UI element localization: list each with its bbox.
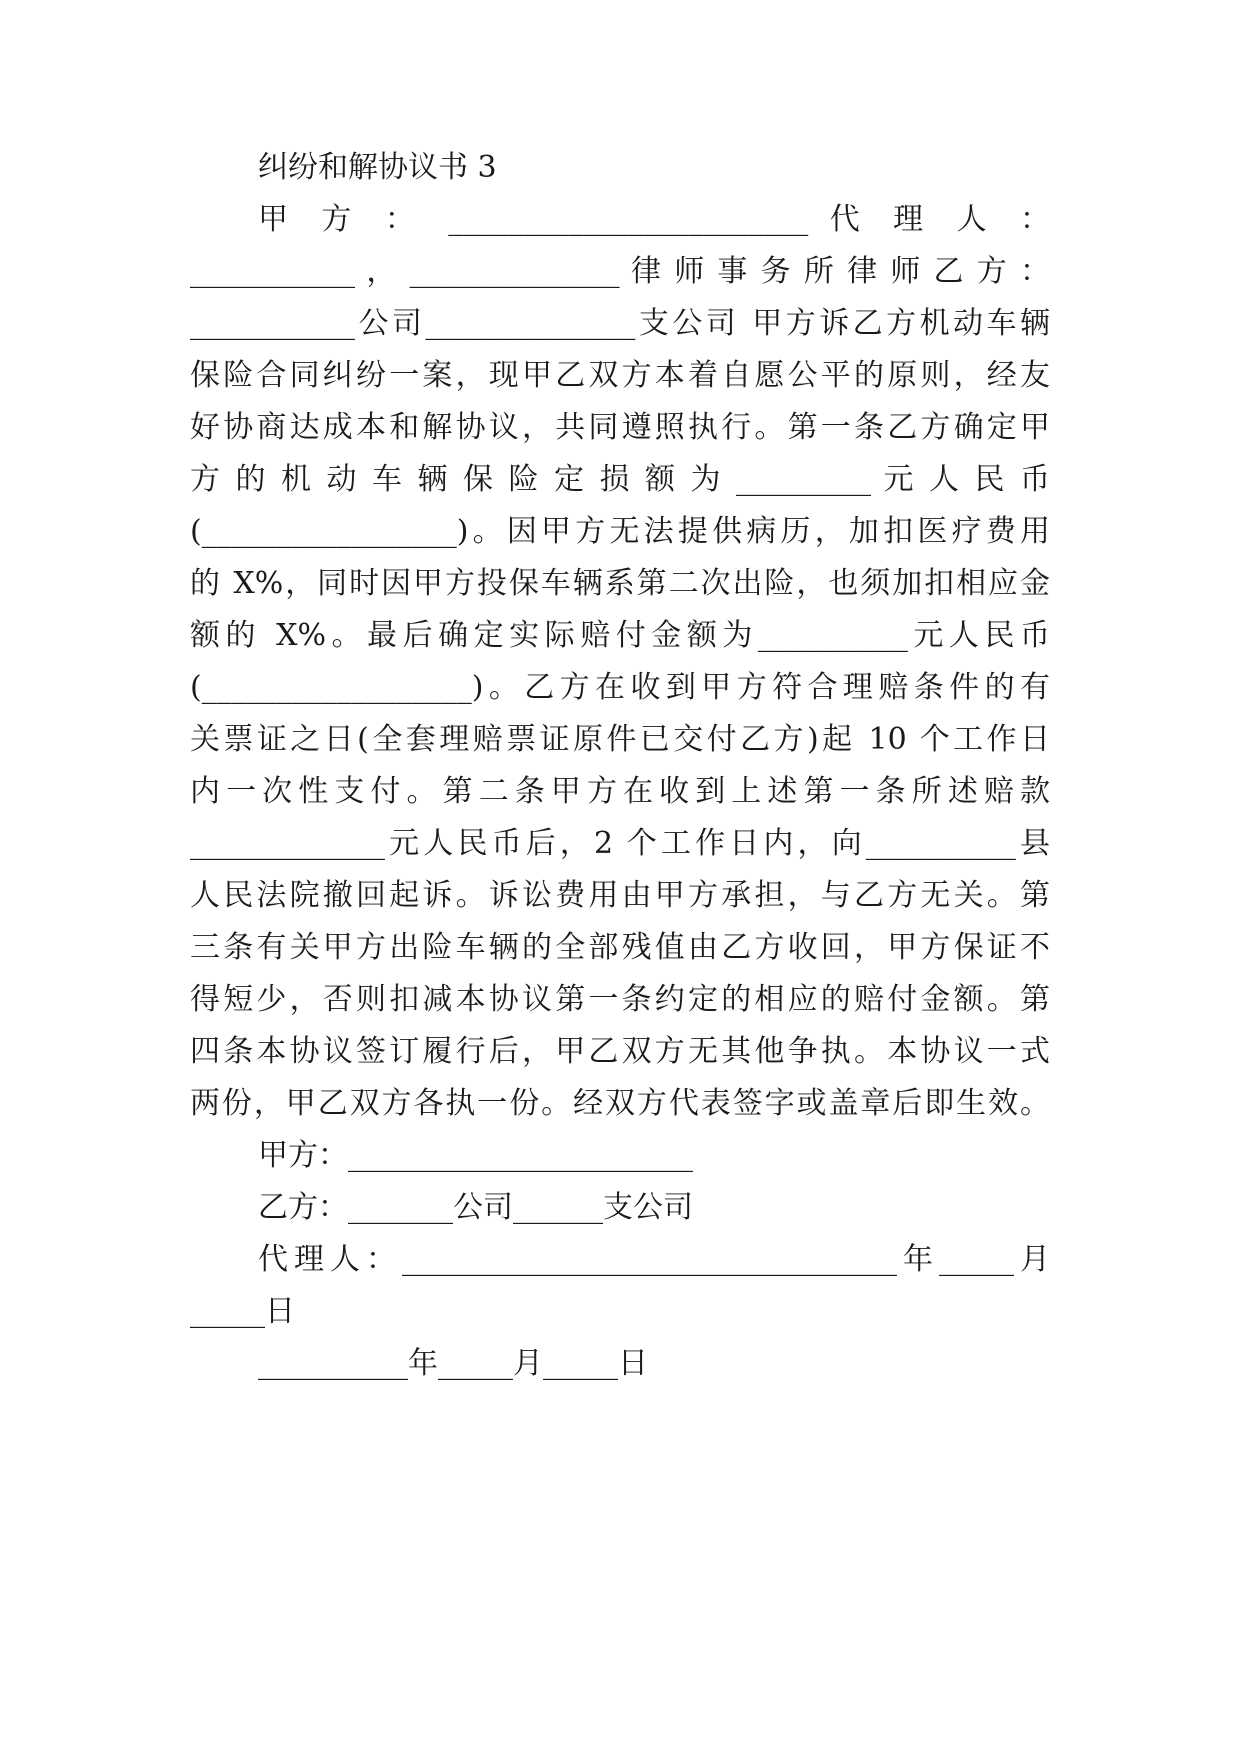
body-line-7: (_________________)。因甲方无法提供病历，加扣医疗费用 (190, 514, 1050, 549)
body-line-15: 三条有关甲方出险车辆的全部残值由乙方收回，甲方保证不 (190, 930, 1050, 965)
body-line-13: _____________元人民币后，2 个工作日内，向__________县 (190, 826, 1050, 861)
body-line-4: 保险合同纠纷一案，现甲乙双方本着自愿公平的原则，经友 (190, 358, 1050, 393)
body-line-14: 人民法院撤回起诉。诉讼费用由甲方承担，与乙方无关。第 (190, 878, 1050, 913)
signature-agent-day: _____日 (190, 1294, 295, 1329)
body-line-10: (__________________)。乙方在收到甲方符合理赔条件的有 (190, 670, 1050, 705)
body-line-8: 的 X%，同时因甲方投保车辆系第二次出险，也须加扣相应金 (190, 566, 1050, 601)
body-line-16: 得短少，否则扣减本协议第一条约定的相应的赔付金额。第 (190, 982, 1050, 1017)
body-line-5: 好协商达成本和解协议，共同遵照执行。第一条乙方确定甲 (190, 410, 1050, 445)
body-line-3: ___________公司______________支公司 甲方诉乙方机动车辆 (190, 306, 1050, 341)
body-line-18: 两份，甲乙双方各执一份。经双方代表签字或盖章后即生效。 (190, 1086, 1050, 1121)
body-line-11: 关票证之日(全套理赔票证原件已交付乙方)起 10 个工作日 (190, 722, 1050, 757)
document-title: 纠纷和解协议书 3 (258, 150, 497, 185)
body-line-6: 方 的 机 动 车 辆 保 险 定 损 额 为 _________ 元 人 民 币 (190, 462, 1050, 497)
body-line-17: 四条本协议签订履行后，甲乙双方无其他争执。本协议一式 (190, 1034, 1050, 1069)
body-line-12: 内一次性支付。第二条甲方在收到上述第一条所述赔款 (190, 774, 1050, 809)
signature-party-b: 乙方：_______公司______支公司 (258, 1190, 693, 1225)
signature-agent: 代理人：_________________________________年_____月 (258, 1242, 1050, 1277)
signature-date: __________年_____月_____日 (258, 1346, 648, 1381)
signature-party-a: 甲方：_______________________ (258, 1138, 693, 1173)
body-line-1: 甲 方 ： ________________________ 代 理 人 ： (258, 202, 1050, 237)
body-line-2: ___________ ， ______________ 律 师 事 务 所 律 师 乙 方 ： (190, 254, 1050, 289)
body-line-9: 额的 X%。最后确定实际赔付金额为__________元人民币 (190, 618, 1050, 653)
